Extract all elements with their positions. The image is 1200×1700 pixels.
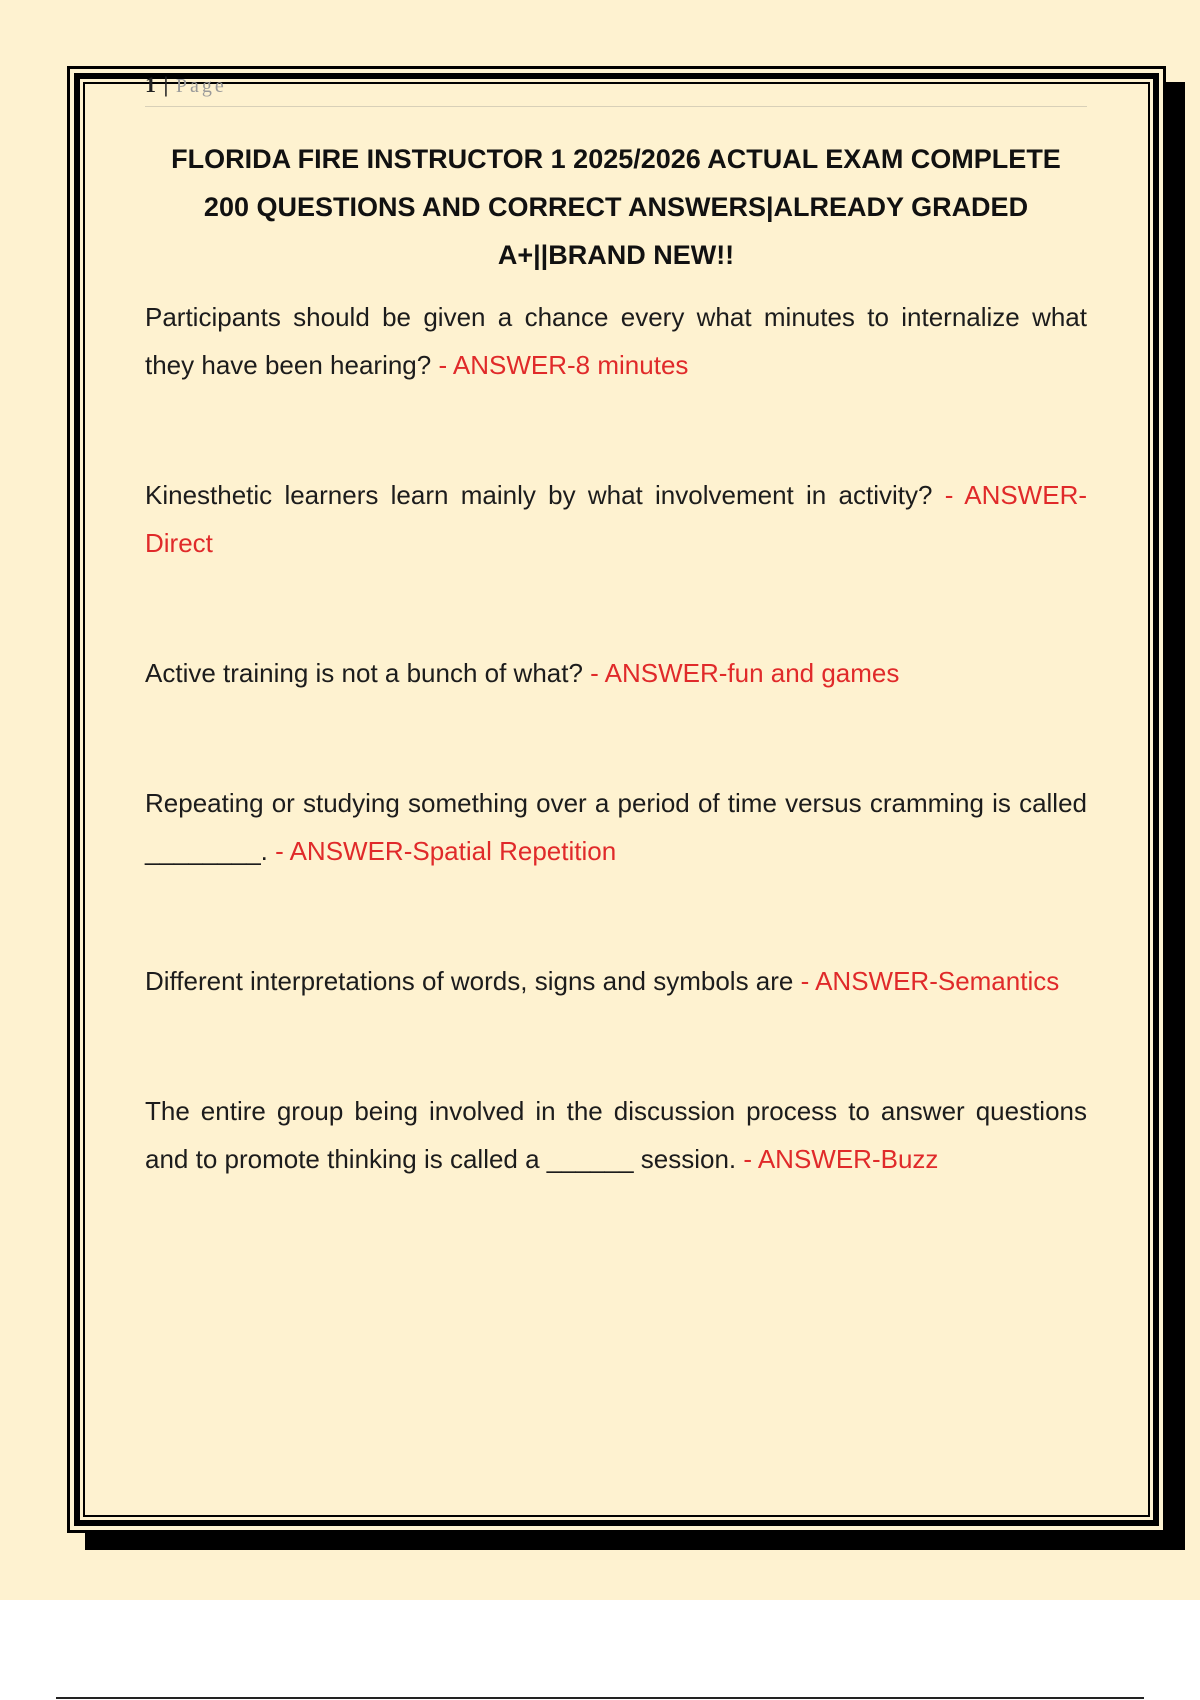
- answer-text: - ANSWER-Buzz: [743, 1144, 939, 1174]
- page-number: 1 | Page: [145, 74, 227, 97]
- question-text: Participants should be given a chance every what minutes to internalize what they have been hearing?: [145, 302, 1087, 380]
- answer-text: - ANSWER-Direct: [145, 480, 1088, 558]
- title-line-3: A+||BRAND NEW!!: [497, 240, 735, 270]
- question-text: Different interpretations of words, signs and symbols are: [145, 966, 801, 996]
- title-line-1: FLORIDA FIRE INSTRUCTOR 1 2025/2026 ACTUAL EXAM COMPLETE: [171, 144, 1061, 174]
- page-border-frame: [67, 66, 1166, 1533]
- question-text: Kinesthetic learners learn mainly by what involvement in activity?: [145, 480, 945, 510]
- question-item: [145, 471, 1087, 567]
- title-line-2: 200 QUESTIONS AND CORRECT ANSWERS|ALREADY GRADED: [203, 192, 1029, 222]
- page-bottom-rule: [56, 1697, 1144, 1699]
- question-text: The entire group being involved in the discussion process to answer questions and to promote thinking is called a ______ session.: [145, 1096, 1087, 1174]
- page-header: [145, 74, 1087, 107]
- question-item: [145, 649, 1087, 697]
- answer-text: - ANSWER-fun and games: [590, 658, 900, 688]
- answer-text: - ANSWER-8 minutes: [438, 350, 689, 380]
- question-item: [145, 1087, 1087, 1183]
- question-item: [145, 293, 1087, 389]
- question-text: Active training is not a bunch of what?: [145, 658, 591, 688]
- document-title: [145, 135, 1087, 279]
- question-item: [145, 779, 1087, 875]
- page-content: [145, 74, 1087, 1183]
- question-text: Repeating or studying something over a period of time versus cramming is called ________.: [145, 788, 1087, 866]
- question-item: [145, 957, 1087, 1005]
- answer-text: - ANSWER-Spatial Repetition: [275, 836, 617, 866]
- question-list: [145, 293, 1087, 1183]
- answer-text: - ANSWER-Semantics: [800, 966, 1060, 996]
